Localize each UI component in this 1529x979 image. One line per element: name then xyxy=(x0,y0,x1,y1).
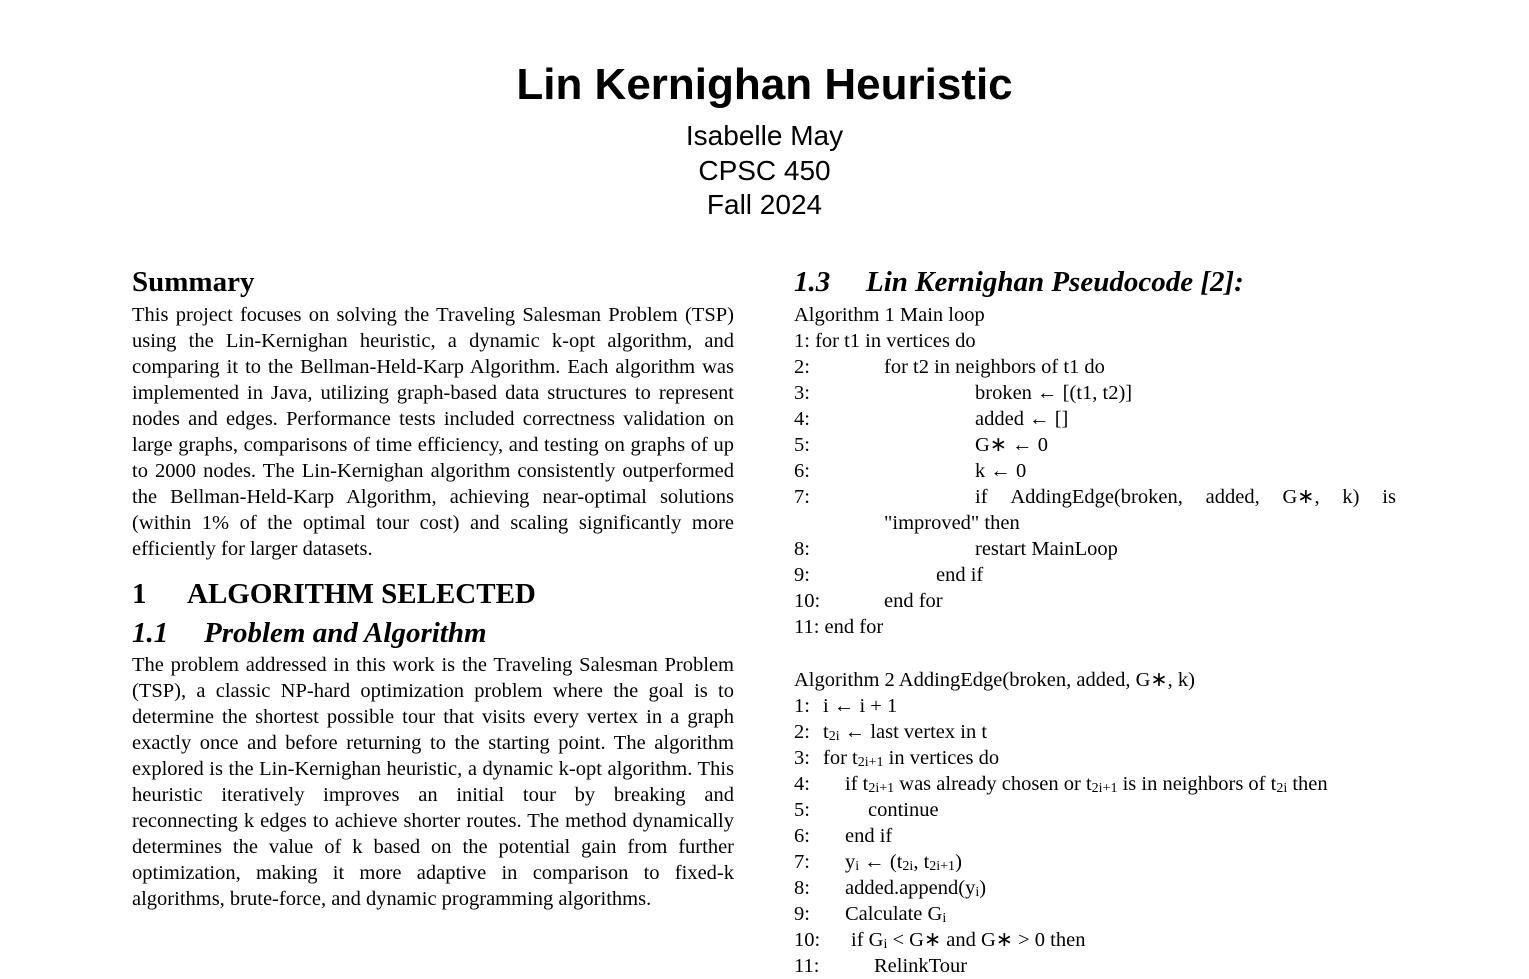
algo1-line-3 xyxy=(794,380,1404,406)
line-number: 4: xyxy=(794,408,810,430)
algo1-line-4 xyxy=(794,406,1404,432)
subscript: i xyxy=(855,859,860,874)
subscript: 2i+1 xyxy=(929,859,956,874)
algo1-line-5 xyxy=(794,432,1404,458)
algo1-line-2 xyxy=(794,354,1404,380)
code-text xyxy=(845,771,1328,797)
section-1-1-title: Problem and Algorithm xyxy=(204,617,487,649)
code-part: in vertices do xyxy=(883,747,1000,769)
code-part: was already chosen or t xyxy=(894,773,1092,795)
code-word: k) xyxy=(1342,486,1360,508)
algo2-line-5 xyxy=(794,797,1404,823)
line-number: 6: xyxy=(794,825,810,847)
code-text: broken ← [(t1, t2)] xyxy=(975,382,1133,404)
code-text: end if xyxy=(936,564,984,586)
section-1-3-heading xyxy=(794,262,1404,302)
algo1-line-6 xyxy=(794,458,1404,484)
section-1-1-paragraph: The problem addressed in this work is the Traveling Salesman Problem (TSP), a classic NP-hard optimization problem where the goal is to determine the shortest possible tour that visits every vertex in a graph exactly once and before returning to the starting point. The algorithm explored is the Lin-Kernighan heuristic, a dynamic k-opt algorithm. This heuristic iteratively improves an initial tour by breaking and reconnecting k edges to achieve shorter routes. The method dynamically determines the value of k based on the potential gain from further optimization, making it more adaptive in comparison to fixed-k algorithms, brute-force, and dynamic programming algorithms. xyxy=(132,654,734,910)
line-number: 2: xyxy=(794,356,810,378)
code-word: if xyxy=(975,486,988,508)
line-number: 8: xyxy=(794,877,810,899)
line-number: 6: xyxy=(794,460,810,482)
code-part: if G xyxy=(851,929,884,951)
algo1-line-10 xyxy=(794,588,1404,614)
subscript: 2i+1 xyxy=(868,781,895,796)
code-part: t xyxy=(823,721,829,743)
code-part: added.append(y xyxy=(845,877,976,899)
section-1-1-number: 1.1 xyxy=(132,617,169,649)
code-text xyxy=(845,875,986,901)
right-column xyxy=(794,262,1404,979)
summary-heading: Summary xyxy=(132,266,255,298)
algo2-line-11 xyxy=(794,953,1404,979)
line-number: 8: xyxy=(794,538,810,560)
code-text: k ← 0 xyxy=(975,460,1027,482)
line-number: 9: xyxy=(794,564,810,586)
algo1-line-1-text: 1: for t1 in vertices do xyxy=(794,330,976,352)
line-number: 4: xyxy=(794,773,810,795)
line-number: 10: xyxy=(794,929,821,951)
code-text: G∗ ← 0 xyxy=(975,434,1048,456)
code-text xyxy=(975,484,1396,510)
algo1-line-1 xyxy=(794,328,1404,354)
algo2-line-7 xyxy=(794,849,1404,875)
code-text: for t2 in neighbors of t1 do xyxy=(884,356,1105,378)
code-text: RelinkTour xyxy=(874,955,968,977)
code-text xyxy=(823,719,987,745)
code-part: if t xyxy=(845,773,869,795)
algo1-line-11 xyxy=(794,614,1404,640)
algo1-line-7-cont xyxy=(794,510,1404,536)
code-word: is xyxy=(1382,486,1396,508)
code-text: added ← [] xyxy=(975,408,1069,430)
line-number: 5: xyxy=(794,434,810,456)
algo1-line-8 xyxy=(794,536,1404,562)
code-text: end if xyxy=(845,825,893,847)
subscript: 2i+1 xyxy=(857,755,884,770)
algo2-line-2 xyxy=(794,719,1404,745)
section-1-title: ALGORITHM SELECTED xyxy=(187,578,536,610)
line-number: 5: xyxy=(794,799,810,821)
section-1-1-heading xyxy=(132,614,734,652)
subscript: i xyxy=(975,885,980,900)
section-1-3-number: 1.3 xyxy=(794,266,831,298)
line-number: 9: xyxy=(794,903,810,925)
author-name: Isabelle May xyxy=(685,120,844,151)
line-number: 1: xyxy=(794,695,810,717)
section-1-number: 1 xyxy=(132,578,147,610)
algo1-line-11-text: 11: end for xyxy=(794,616,884,638)
algo2-line-1 xyxy=(794,693,1404,719)
code-part: for t xyxy=(823,747,858,769)
algo2-line-9 xyxy=(794,901,1404,927)
algorithm-1 xyxy=(794,302,1404,640)
line-number: 7: xyxy=(794,486,810,508)
code-word: added, xyxy=(1205,486,1260,508)
algo2-line-4 xyxy=(794,771,1404,797)
course-code: CPSC 450 xyxy=(698,155,831,186)
subscript: 2i xyxy=(828,729,840,744)
line-number: 2: xyxy=(794,721,810,743)
code-text: "improved" then xyxy=(884,512,1020,534)
code-part: Calculate G xyxy=(845,903,943,925)
code-text xyxy=(845,901,946,927)
section-1-3-title: Lin Kernighan Pseudocode [2]: xyxy=(866,266,1244,298)
line-number: 10: xyxy=(794,590,821,612)
paper-title: Lin Kernighan Heuristic xyxy=(516,60,1013,109)
code-text: end for xyxy=(884,590,943,612)
algo2-line-10 xyxy=(794,927,1404,953)
left-column xyxy=(132,262,734,912)
subscript: i xyxy=(883,937,888,952)
subscript: 2i xyxy=(902,859,914,874)
code-text xyxy=(845,849,962,875)
code-part: < G∗ and G∗ > 0 then xyxy=(887,929,1086,951)
algo2-line-8 xyxy=(794,875,1404,901)
code-text xyxy=(851,927,1085,953)
summary-paragraph: This project focuses on solving the Traveling Salesman Problem (TSP) using the Lin-Kernighan heuristic, a dynamic k-opt algorithm, and comparing it to the Bellman-Held-Karp Algorithm. Each algorithm was implemented in Java, utilizing graph-based data structures to represent nodes and edges. Performance tests included correctness validation on large graphs, comparisons of time efficiency, and testing on graphs of up to 2000 nodes. The Lin-Kernighan algorithm consistently outperformed the Bellman-Held-Karp Algorithm, achieving near-optimal solutions (within 1% of the optimal tour cost) and scaling significantly more efficiently for larger datasets. xyxy=(132,304,734,560)
section-1-heading xyxy=(132,576,734,612)
line-number: 3: xyxy=(794,747,810,769)
code-part: ) xyxy=(979,877,987,899)
code-text: continue xyxy=(868,799,939,821)
code-word: G∗, xyxy=(1282,486,1320,508)
line-number: 7: xyxy=(794,851,810,873)
code-text xyxy=(823,745,999,771)
algorithm-1-title: Algorithm 1 Main loop xyxy=(794,304,985,326)
code-part: is in neighbors of t xyxy=(1117,773,1277,795)
code-part: ) xyxy=(955,851,962,873)
code-part: ← (t xyxy=(859,851,903,873)
spacer xyxy=(794,640,1404,667)
code-part: , t xyxy=(913,851,930,873)
term: Fall 2024 xyxy=(706,189,823,220)
line-number: 11: xyxy=(794,955,820,977)
algorithm-2-title: Algorithm 2 AddingEdge(broken, added, G∗, k) xyxy=(794,669,1195,691)
algo1-line-9 xyxy=(794,562,1404,588)
code-part: ← last vertex in t xyxy=(839,721,988,743)
subscript: i xyxy=(942,911,947,926)
algo2-line-6 xyxy=(794,823,1404,849)
code-part: then xyxy=(1287,773,1328,795)
code-text: i ← i + 1 xyxy=(823,695,898,717)
algo1-line-7 xyxy=(794,484,1404,510)
subscript: 2i+1 xyxy=(1091,781,1118,796)
code-part: y xyxy=(845,851,856,873)
subscript: 2i xyxy=(1276,781,1288,796)
line-number: 3: xyxy=(794,382,810,404)
algo2-line-3 xyxy=(794,745,1404,771)
algorithm-2 xyxy=(794,667,1404,979)
code-text: restart MainLoop xyxy=(975,538,1118,560)
code-word: AddingEdge(broken, xyxy=(1010,486,1183,508)
